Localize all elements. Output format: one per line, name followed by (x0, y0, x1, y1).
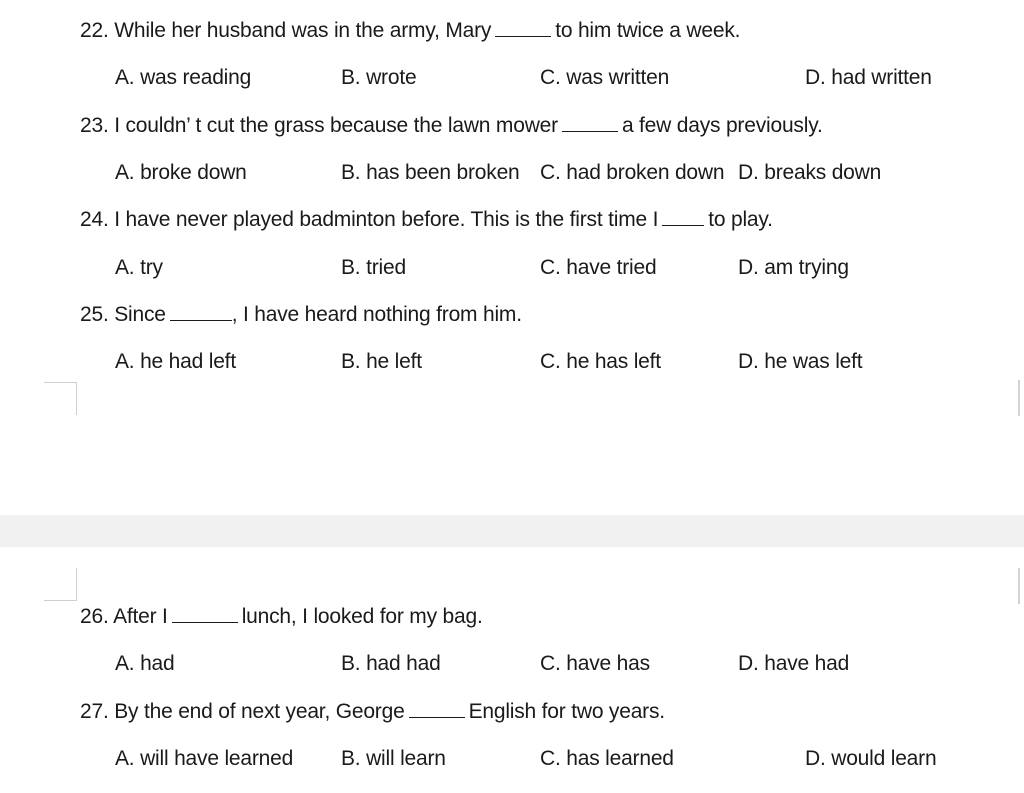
question-number: 22. (80, 19, 109, 42)
option-d: D. would learn (805, 747, 937, 770)
option-b: B. he left (341, 350, 422, 373)
question-25 (80, 302, 522, 328)
option-b: B. had had (341, 652, 441, 675)
answer-blank (495, 20, 551, 37)
question-text: lunch, I looked for my bag. (241, 605, 483, 628)
answer-blank (170, 304, 232, 321)
page-break (0, 515, 1024, 547)
answer-blank (662, 209, 704, 226)
option-a: A. had (115, 652, 175, 675)
question-number: 26. (80, 605, 109, 628)
question-text: By the end of next year, George (114, 700, 405, 723)
page-corner-mark (44, 568, 77, 601)
option-b: B. will learn (341, 747, 446, 770)
question-text: a few days previously. (621, 114, 823, 137)
question-number: 27. (80, 700, 109, 723)
option-a: A. try (115, 256, 163, 279)
option-a: A. broke down (115, 161, 247, 184)
answer-blank (562, 115, 618, 132)
answer-blank (172, 606, 238, 623)
option-c: C. has learned (540, 747, 674, 770)
option-a: A. he had left (115, 350, 236, 373)
question-text: , I have heard nothing from him. (231, 303, 522, 326)
option-c: C. have has (540, 652, 650, 675)
question-number: 24. (80, 208, 109, 231)
option-c: C. was written (540, 66, 670, 89)
question-24 (80, 207, 773, 233)
answer-blank (409, 701, 465, 718)
option-d: D. he was left (738, 350, 863, 373)
question-number: 25. (80, 303, 109, 326)
question-27 (80, 699, 665, 725)
option-d: D. breaks down (738, 161, 882, 184)
page-edge-mark (1018, 380, 1020, 416)
option-d: D. have had (738, 652, 850, 675)
question-23 (80, 113, 823, 139)
option-c: C. he has left (540, 350, 661, 373)
question-text: I have never played badminton before. This is the first time I (114, 208, 659, 231)
question-22 (80, 18, 740, 44)
option-b: B. has been broken (341, 161, 520, 184)
page-corner-mark (44, 382, 77, 415)
question-text: Since (114, 303, 166, 326)
question-text: After I (113, 605, 168, 628)
question-text: to him twice a week. (555, 19, 741, 42)
question-text: English for two years. (468, 700, 665, 723)
option-c: C. have tried (540, 256, 657, 279)
question-text: I couldn’ t cut the grass because the lawn mower (114, 114, 558, 137)
option-a: A. was reading (115, 66, 252, 89)
question-number: 23. (80, 114, 109, 137)
question-26 (80, 604, 483, 630)
question-text: to play. (708, 208, 773, 231)
option-d: D. am trying (738, 256, 849, 279)
question-text: While her husband was in the army, Mary (114, 19, 492, 42)
option-d: D. had written (805, 66, 932, 89)
option-b: B. tried (341, 256, 406, 279)
option-c: C. had broken down (540, 161, 725, 184)
option-b: B. wrote (341, 66, 417, 89)
page-edge-mark (1018, 568, 1020, 604)
option-a: A. will have learned (115, 747, 294, 770)
